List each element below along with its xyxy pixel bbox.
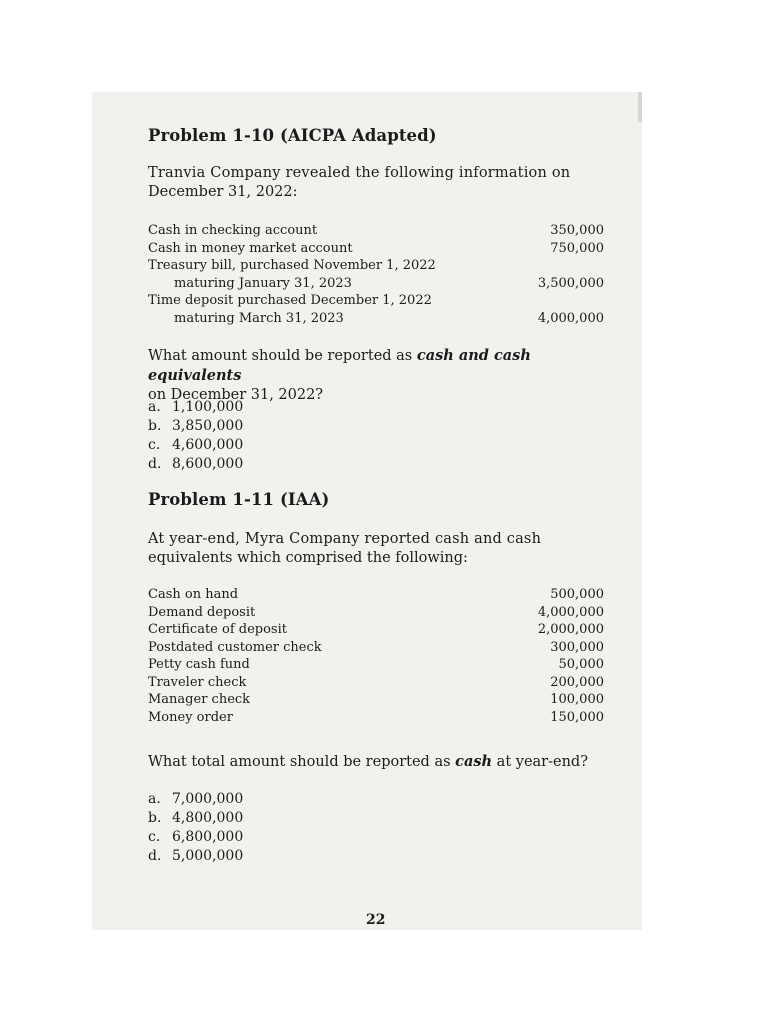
- item-label: Cash on hand: [148, 587, 239, 602]
- item-label: Time deposit purchased December 1, 2022: [148, 293, 432, 308]
- table-row: [148, 656, 604, 674]
- item-label: Petty cash fund: [148, 657, 250, 672]
- table-row: [148, 639, 604, 657]
- choice-letter: d.: [148, 456, 162, 472]
- item-label: Demand deposit: [148, 604, 256, 620]
- table-row: [148, 257, 604, 275]
- problem-1-11-intro: [148, 530, 604, 568]
- item-label: maturing March 31, 2023: [174, 310, 344, 326]
- item-label: Treasury bill, purchased November 1, 2022: [148, 258, 436, 273]
- problem-1-10-intro: [148, 164, 604, 202]
- item-amount: 150,000: [550, 709, 604, 725]
- item-amount: 3,500,000: [537, 275, 604, 291]
- problem-1-10-question: [148, 346, 604, 405]
- item-label: Postdated customer check: [148, 639, 322, 655]
- answer-choice: [148, 809, 604, 828]
- question-text: at year-end?: [492, 754, 588, 770]
- problem-1-11-choices: [148, 790, 604, 866]
- item-amount: 300,000: [550, 639, 604, 655]
- item-amount: 200,000: [550, 674, 604, 690]
- choice-text: 1,100,000: [172, 399, 244, 415]
- problem-1-10-items: [148, 222, 604, 327]
- table-row: [148, 240, 604, 258]
- item-amount: 750,000: [550, 240, 604, 256]
- choice-text: 8,600,000: [172, 456, 244, 472]
- items-table: [148, 586, 604, 726]
- choice-text: 4,600,000: [172, 437, 244, 453]
- table-row: [148, 310, 604, 328]
- answer-choice: [148, 847, 604, 866]
- choice-letter: a.: [148, 791, 161, 807]
- question-text: What amount should be reported as: [148, 348, 417, 364]
- problem-1-11-title: Problem 1-11 (IAA): [148, 490, 330, 509]
- book-page: [92, 92, 642, 930]
- item-amount: 4,000,000: [537, 604, 604, 620]
- item-amount: [519, 292, 604, 310]
- question-emphasis: cash: [455, 753, 493, 770]
- intro-line: Tranvia Company revealed the following information on: [148, 165, 571, 181]
- page-edge: [638, 92, 642, 122]
- item-amount: 50,000: [558, 657, 604, 672]
- intro-line: equivalents which comprised the following:: [148, 550, 468, 566]
- choice-letter: d.: [148, 848, 162, 864]
- choice-letter: a.: [148, 399, 161, 415]
- problem-1-10-title: Problem 1-10 (AICPA Adapted): [148, 126, 437, 145]
- table-row: [148, 674, 604, 692]
- problem-1-10-choices: [148, 398, 604, 474]
- answer-choice: [148, 790, 604, 809]
- item-label: Certificate of deposit: [148, 622, 287, 637]
- item-amount: [519, 257, 604, 275]
- answer-choice: [148, 455, 604, 474]
- table-row: [148, 691, 604, 709]
- item-label: Manager check: [148, 692, 251, 707]
- choice-text: 3,850,000: [172, 418, 244, 434]
- table-row: [148, 621, 604, 639]
- answer-choice: [148, 417, 604, 436]
- item-amount: 2,000,000: [537, 622, 604, 637]
- item-label: Cash in money market account: [148, 240, 353, 256]
- question-text: on December 31, 2022?: [148, 387, 324, 403]
- answer-choice: [148, 828, 604, 847]
- page-number: 22: [366, 912, 386, 928]
- table-row: [148, 275, 604, 293]
- choice-letter: b.: [148, 810, 162, 826]
- choice-text: 6,800,000: [172, 829, 244, 845]
- problem-1-11-items: [148, 586, 604, 726]
- choice-text: 7,000,000: [172, 791, 244, 807]
- item-label: Money order: [148, 709, 233, 725]
- table-row: [148, 604, 604, 622]
- question-emphasis: cash and cash equivalents: [148, 347, 531, 384]
- table-row: [148, 586, 604, 604]
- item-amount: 350,000: [550, 223, 604, 238]
- items-table: [148, 222, 604, 327]
- answer-choice: [148, 436, 604, 455]
- answer-choice: [148, 398, 604, 417]
- item-label: Traveler check: [148, 674, 247, 690]
- question-text: What total amount should be reported as: [148, 754, 456, 770]
- table-row: [148, 709, 604, 727]
- table-row: [148, 222, 604, 240]
- intro-line: December 31, 2022:: [148, 184, 298, 200]
- problem-1-11-question: [148, 752, 604, 772]
- choice-letter: c.: [148, 437, 161, 453]
- choice-text: 5,000,000: [172, 848, 244, 864]
- item-amount: 4,000,000: [537, 310, 604, 326]
- choice-letter: b.: [148, 418, 162, 434]
- item-amount: 100,000: [550, 692, 604, 707]
- table-row: [148, 292, 604, 310]
- item-label: Cash in checking account: [148, 223, 318, 238]
- choice-letter: c.: [148, 829, 161, 845]
- item-label: maturing January 31, 2023: [174, 275, 352, 291]
- intro-line: At year-end, Myra Company reported cash and cash: [148, 531, 542, 547]
- choice-text: 4,800,000: [172, 810, 244, 826]
- item-amount: 500,000: [550, 587, 604, 602]
